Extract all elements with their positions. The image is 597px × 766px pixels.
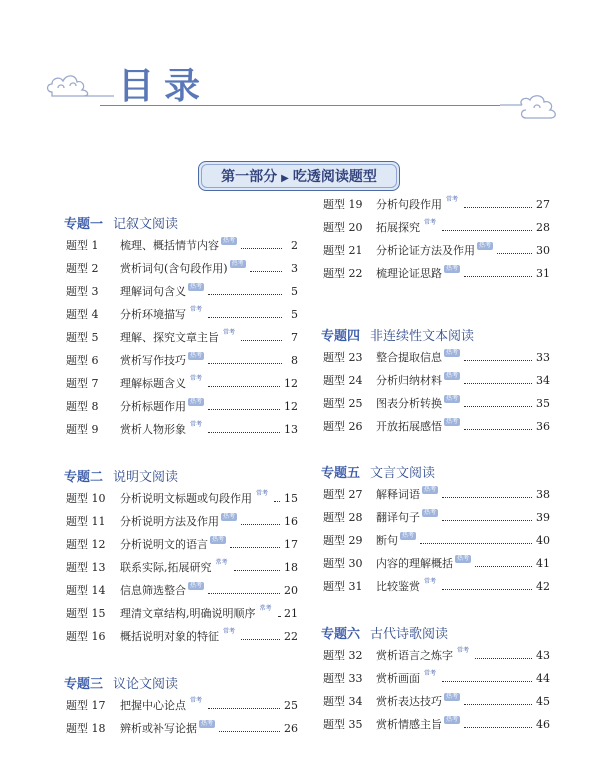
toc-entry[interactable]: [323, 417, 550, 435]
dot-leader: [208, 587, 280, 594]
toc-entry[interactable]: [66, 282, 298, 300]
dot-leader: [208, 311, 282, 318]
toc-entry[interactable]: [66, 512, 298, 530]
entry-number: 题型 8: [66, 400, 99, 413]
entry-title: 分析归纳材料: [376, 374, 442, 387]
toc-entry[interactable]: [323, 394, 550, 412]
frequent-tag: 常考: [424, 219, 437, 226]
frequent-tag: 常考: [190, 421, 203, 428]
hot-tag: 热考: [446, 372, 459, 379]
dot-leader: [464, 423, 532, 430]
hot-tag: 热考: [446, 349, 459, 356]
entry-page: 12: [284, 376, 298, 390]
entry-title: 赏析语言之炼字: [376, 649, 453, 662]
entry-title: 分析说明方法及作用: [120, 515, 219, 528]
entry-number: 题型 20: [323, 221, 363, 234]
entry-page: 3: [291, 261, 298, 275]
section-number: 专题三: [64, 677, 104, 692]
frequent-tag: 常考: [256, 490, 269, 497]
hot-tag: 热考: [402, 532, 415, 539]
entry-page: 40: [536, 533, 550, 547]
entry-page: 34: [536, 373, 550, 387]
entry-title: 整合提取信息: [376, 351, 442, 364]
entry-title: 赏析表达技巧: [376, 695, 442, 708]
toc-entry[interactable]: [323, 371, 550, 389]
dot-leader: [234, 564, 280, 571]
toc-entry[interactable]: [323, 195, 550, 213]
dot-leader: [442, 514, 532, 521]
entry-page: 30: [536, 243, 550, 257]
entry-number: 题型 9: [66, 423, 99, 436]
dot-leader: [442, 224, 532, 231]
entry-title: 理解标题含义: [120, 377, 186, 390]
section-number: 专题二: [64, 470, 104, 485]
entry-number: 题型 24: [323, 374, 363, 387]
dot-leader: [497, 247, 532, 254]
entry-number: 题型 25: [323, 397, 363, 410]
dot-leader: [464, 270, 532, 277]
entry-number: 题型 14: [66, 584, 106, 597]
entry-page: 33: [536, 350, 550, 364]
entry-number: 题型 33: [323, 672, 363, 685]
frequent-tag: 常考: [190, 697, 203, 704]
cloud-ornament-icon: [500, 92, 570, 122]
hot-tag: 热考: [446, 693, 459, 700]
hot-tag: 热考: [457, 555, 470, 562]
entry-number: 题型 23: [323, 351, 363, 364]
entry-number: 题型 15: [66, 607, 106, 620]
entry-number: 题型 7: [66, 377, 99, 390]
toc-entry[interactable]: [66, 696, 298, 714]
entry-page: 21: [284, 606, 298, 620]
entry-number: 题型 11: [66, 515, 106, 528]
entry-title: 分析环境描写: [120, 308, 186, 321]
entry-page: 43: [536, 648, 550, 662]
frequent-tag: 常考: [424, 578, 437, 585]
part-banner: [198, 161, 400, 191]
section-name: 说明文阅读: [113, 470, 179, 485]
toc-entry[interactable]: [323, 692, 550, 710]
dot-leader: [274, 495, 280, 502]
entry-title: 赏析写作技巧: [120, 354, 186, 367]
hot-tag: 热考: [190, 582, 203, 589]
entry-title: 赏析人物形象: [120, 423, 186, 436]
frequent-tag: 常考: [457, 647, 470, 654]
entry-page: 20: [284, 583, 298, 597]
entry-number: 题型 19: [323, 198, 363, 211]
toc-entry[interactable]: [323, 554, 550, 572]
entry-number: 题型 17: [66, 699, 106, 712]
entry-number: 题型 34: [323, 695, 363, 708]
entry-number: 题型 31: [323, 580, 363, 593]
dot-leader: [208, 702, 280, 709]
frequent-tag: 常考: [190, 375, 203, 382]
entry-page: 46: [536, 717, 550, 731]
entry-page: 42: [536, 579, 550, 593]
section-name: 非连续性文本阅读: [370, 329, 475, 344]
dot-leader: [464, 721, 532, 728]
entry-page: 39: [536, 510, 550, 524]
section-number: 专题四: [321, 329, 361, 344]
entry-title: 辨析或补写论据: [120, 722, 197, 735]
entry-number: 题型 26: [323, 420, 363, 433]
dot-leader: [250, 265, 282, 272]
section-heading: [321, 462, 435, 481]
toc-entry[interactable]: [323, 577, 550, 595]
dot-leader: [442, 675, 532, 682]
section-heading: [64, 673, 178, 692]
entry-title: 联系实际,拓展研究: [120, 561, 212, 574]
section-number: 专题六: [321, 627, 361, 642]
entry-title: 分析句段作用: [376, 198, 442, 211]
entry-number: 题型 35: [323, 718, 363, 731]
hot-tag: 热考: [223, 237, 236, 244]
entry-number: 题型 1: [66, 239, 99, 252]
entry-page: 45: [536, 694, 550, 708]
section-heading: [321, 325, 474, 344]
toc-entry[interactable]: [323, 646, 550, 664]
entry-title: 比较鉴赏: [376, 580, 420, 593]
frequent-tag: 常考: [223, 329, 236, 336]
toc-entry[interactable]: [66, 305, 298, 323]
hot-tag: 热考: [424, 509, 437, 516]
entry-title: 开放拓展感悟: [376, 420, 442, 433]
toc-entry[interactable]: [323, 348, 550, 366]
hot-tag: 热考: [479, 242, 492, 249]
entry-page: 7: [291, 330, 298, 344]
toc-entry[interactable]: [66, 328, 298, 346]
entry-page: 44: [536, 671, 550, 685]
entry-number: 题型 10: [66, 492, 106, 505]
entry-page: 38: [536, 487, 550, 501]
entry-page: 16: [284, 514, 298, 528]
entry-page: 18: [284, 560, 298, 574]
toc-entry[interactable]: [323, 264, 550, 282]
dot-leader: [241, 518, 280, 525]
entry-title: 理解词句含义: [120, 285, 186, 298]
entry-number: 题型 16: [66, 630, 106, 643]
toc-entry[interactable]: [323, 715, 550, 733]
entry-title: 概括说明对象的特征: [120, 630, 219, 643]
entry-title: 解释词语: [376, 488, 420, 501]
entry-number: 题型 13: [66, 561, 106, 574]
toc-entry[interactable]: [66, 351, 298, 369]
entry-title: 分析论证方法及作用: [376, 244, 475, 257]
entry-number: 题型 4: [66, 308, 99, 321]
entry-number: 题型 29: [323, 534, 363, 547]
entry-title: 梳理、概括情节内容: [120, 239, 219, 252]
hot-tag: 热考: [446, 395, 459, 402]
toc-entry[interactable]: [323, 218, 550, 236]
toc-entry[interactable]: [66, 558, 298, 576]
frequent-tag: 常考: [223, 628, 236, 635]
entry-page: 12: [284, 399, 298, 413]
entry-number: 题型 21: [323, 244, 363, 257]
entry-page: 5: [291, 284, 298, 298]
frequent-tag: 常考: [259, 605, 272, 612]
frequent-tag: 常考: [190, 306, 203, 313]
frequent-tag: 常考: [446, 196, 459, 203]
section-name: 古代诗歌阅读: [370, 627, 449, 642]
hot-tag: 热考: [446, 716, 459, 723]
section-number: 专题一: [64, 217, 104, 232]
entry-page: 22: [284, 629, 298, 643]
entry-page: 36: [536, 419, 550, 433]
entry-title: 图表分析转换: [376, 397, 442, 410]
entry-number: 题型 6: [66, 354, 99, 367]
entry-title: 把握中心论点: [120, 699, 186, 712]
hot-tag: 热考: [424, 486, 437, 493]
hot-tag: 热考: [190, 283, 203, 290]
dot-leader: [464, 377, 532, 384]
toc-entry[interactable]: [323, 485, 550, 503]
entry-page: 5: [291, 307, 298, 321]
hot-tag: 热考: [190, 352, 203, 359]
toc-entry[interactable]: [66, 627, 298, 645]
cloud-ornament-icon: [44, 66, 114, 98]
entry-page: 15: [284, 491, 298, 505]
page-header: [0, 0, 597, 135]
section-number: 专题五: [321, 466, 361, 481]
entry-title: 分析标题作用: [120, 400, 186, 413]
hot-tag: 热考: [446, 418, 459, 425]
entry-title: 信息筛选整合: [120, 584, 186, 597]
section-name: 文言文阅读: [370, 466, 436, 481]
dot-leader: [208, 380, 280, 387]
dot-leader: [241, 242, 282, 249]
dot-leader: [464, 400, 532, 407]
dot-leader: [230, 541, 280, 548]
toc-entry[interactable]: [66, 535, 298, 553]
triangle-right-icon: ▶: [281, 173, 289, 184]
section-heading: [64, 466, 178, 485]
hot-tag: 热考: [190, 398, 203, 405]
entry-number: 题型 32: [323, 649, 363, 662]
entry-title: 赏析词句(含句段作用): [120, 262, 228, 275]
entry-title: 断句: [376, 534, 398, 547]
toc-entry[interactable]: [323, 669, 550, 687]
hot-tag: 热考: [231, 260, 244, 267]
entry-number: 题型 5: [66, 331, 99, 344]
dot-leader: [442, 583, 532, 590]
toc-entry[interactable]: [66, 397, 298, 415]
entry-number: 题型 22: [323, 267, 363, 280]
toc-entry[interactable]: [66, 604, 298, 622]
dot-leader: [475, 560, 532, 567]
dot-leader: [208, 288, 282, 295]
section-name: 议论文阅读: [113, 677, 179, 692]
hot-tag: 热考: [223, 513, 236, 520]
entry-title: 内容的理解概括: [376, 557, 453, 570]
banner-part: 第一部分: [221, 169, 278, 185]
dot-leader: [241, 334, 282, 341]
entry-title: 赏析画面: [376, 672, 420, 685]
section-heading: [64, 213, 178, 232]
entry-page: 25: [284, 698, 298, 712]
entry-page: 26: [284, 721, 298, 735]
banner-name: 吃透阅读题型: [292, 169, 377, 185]
page-title: 目录: [118, 66, 211, 107]
entry-title: 分析说明文的语言: [120, 538, 208, 551]
entry-page: 31: [536, 266, 550, 280]
entry-page: 28: [536, 220, 550, 234]
dot-leader: [464, 201, 532, 208]
toc-entry[interactable]: [323, 531, 550, 549]
entry-number: 题型 28: [323, 511, 363, 524]
entry-title: 分析说明文标题或句段作用: [120, 492, 252, 505]
section-heading: [321, 623, 448, 642]
entry-page: 27: [536, 197, 550, 211]
toc-entry[interactable]: [66, 420, 298, 438]
toc-entry[interactable]: [66, 719, 298, 737]
section-name: 记叙文阅读: [113, 217, 179, 232]
entry-page: 2: [291, 238, 298, 252]
entry-number: 题型 18: [66, 722, 106, 735]
dot-leader: [464, 354, 532, 361]
entry-title: 理清文章结构,明确说明顺序: [120, 607, 256, 620]
entry-number: 题型 27: [323, 488, 363, 501]
frequent-tag: 常考: [424, 670, 437, 677]
toc-entry[interactable]: [323, 508, 550, 526]
dot-leader: [278, 610, 280, 617]
hot-tag: 热考: [212, 536, 225, 543]
entry-title: 赏析情感主旨: [376, 718, 442, 731]
entry-title: 梳理论证思路: [376, 267, 442, 280]
dot-leader: [208, 426, 280, 433]
toc-entry[interactable]: [66, 581, 298, 599]
toc-entry[interactable]: [66, 259, 298, 277]
dot-leader: [442, 491, 532, 498]
toc-entry[interactable]: [323, 241, 550, 259]
entry-number: 题型 12: [66, 538, 106, 551]
dot-leader: [241, 633, 280, 640]
entry-page: 13: [284, 422, 298, 436]
toc-entry[interactable]: [66, 374, 298, 392]
entry-number: 题型 30: [323, 557, 363, 570]
entry-page: 35: [536, 396, 550, 410]
entry-title: 翻译句子: [376, 511, 420, 524]
entry-title: 拓展探究: [376, 221, 420, 234]
frequent-tag: 常考: [215, 559, 228, 566]
hot-tag: 热考: [201, 720, 214, 727]
dot-leader: [208, 357, 282, 364]
entry-page: 41: [536, 556, 550, 570]
entry-number: 题型 2: [66, 262, 99, 275]
entry-title: 理解、探究文章主旨: [120, 331, 219, 344]
dot-leader: [464, 698, 532, 705]
dot-leader: [208, 403, 280, 410]
dot-leader: [420, 537, 532, 544]
entry-page: 17: [284, 537, 298, 551]
dot-leader: [475, 652, 532, 659]
entry-page: 8: [291, 353, 298, 367]
toc-entry[interactable]: [66, 236, 298, 254]
hot-tag: 热考: [446, 265, 459, 272]
entry-number: 题型 3: [66, 285, 99, 298]
dot-leader: [219, 725, 280, 732]
toc-entry[interactable]: [66, 489, 298, 507]
title-underline: [100, 105, 500, 106]
